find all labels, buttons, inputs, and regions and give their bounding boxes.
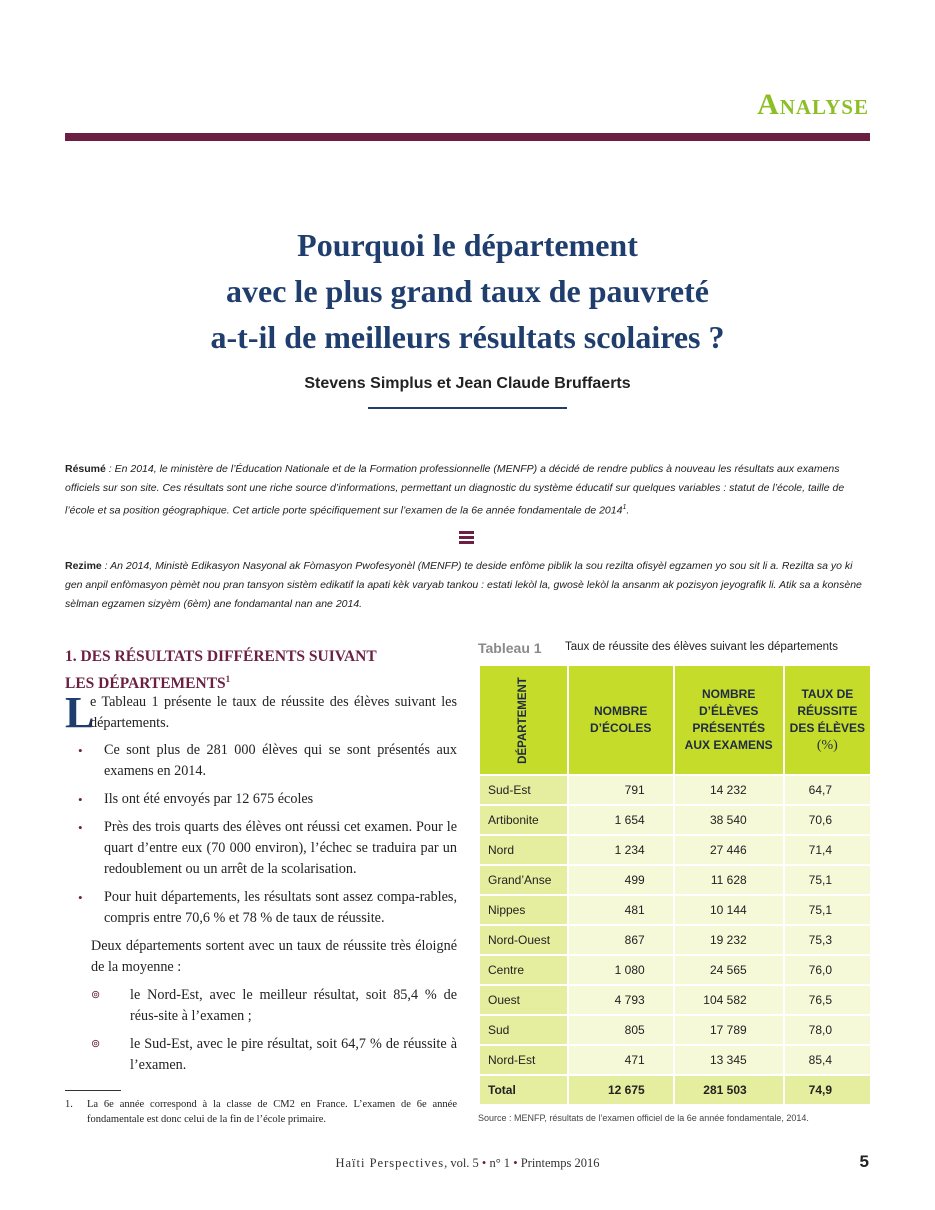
bullet-icon: • — [78, 792, 83, 807]
paragraph: Deux départements sortent avec un taux de réussite très éloigné de la moyenne : — [91, 938, 457, 975]
footnote-ref: 1 — [622, 504, 627, 511]
table-row: Sud-Est 791 14 232 64,7 — [479, 775, 871, 805]
table-caption: Taux de réussite des élèves suivant les départements — [565, 641, 838, 653]
footnote-ref: 1 — [225, 674, 231, 684]
column-header-students: NOMBRE D’ÉLÈVES PRÉSENTÉS AUX EXAMENS — [674, 665, 784, 775]
table-row: Ouest 4 793 104 582 76,5 — [479, 985, 871, 1015]
footnote-number: 1. — [65, 1099, 73, 1110]
page-number: 5 — [859, 1152, 869, 1171]
table-row: Centre 1 080 24 565 76,0 — [479, 955, 871, 985]
footnote — [65, 1097, 457, 1127]
title-line: Pourquoi le département — [297, 227, 638, 263]
section-rule — [65, 133, 870, 141]
results-table — [478, 664, 872, 1106]
separator-dot: • — [513, 1156, 518, 1170]
bullet-icon: • — [78, 743, 83, 758]
abstract-end: . — [626, 504, 630, 517]
list-item — [65, 1034, 457, 1076]
journal-name: Haïti Perspectives — [335, 1156, 445, 1170]
list-item — [65, 887, 457, 929]
heading-line: 1. DES RÉSULTATS DIFFÉRENTS SUIVANT — [65, 648, 377, 665]
column-header-rate: TAUX DE RÉUSSITE DES ÉLÈVES (%) — [784, 665, 871, 775]
list-item — [65, 817, 457, 880]
table-row: Nippes 481 10 144 75,1 — [479, 895, 871, 925]
list-item-text: Près des trois quarts des élèves ont réussi cet examen. Pour le quart d’entre eux (70 000 environ), l’échec se traduira par un redoublement ou un arrêt de la scolarisation. — [104, 819, 457, 877]
article-authors: Stevens Simplus et Jean Claude Bruffaerts — [304, 375, 631, 392]
table-row: Artibonite 1 654 38 540 70,6 — [479, 805, 871, 835]
table-row: Sud 805 17 789 78,0 — [479, 1015, 871, 1045]
journal-issue: n° 1 — [486, 1156, 514, 1170]
circle-bullet-icon: ⊚ — [91, 1038, 101, 1050]
section-label: Analyse — [757, 88, 869, 121]
list-item-text: le Nord-Est, avec le meilleur résultat, soit 85,4 % de réus-site à l’examen ; — [130, 987, 457, 1024]
footnote-rule — [65, 1090, 121, 1091]
abstract-creole — [65, 557, 870, 614]
list-item — [65, 985, 457, 1027]
article-title — [65, 222, 870, 360]
dropcap: L — [65, 688, 95, 737]
section-heading — [65, 646, 465, 695]
journal-volume: , vol. 5 — [444, 1156, 482, 1170]
column-header-department: DÉPARTEMENT — [479, 665, 568, 775]
table-total-row: Total 12 675 281 503 74,9 — [479, 1075, 871, 1105]
separator-dot: • — [481, 1156, 487, 1170]
list-item-text: Pour huit départements, les résultats sont assez compa-rables, compris entre 70,6 % et 78 % de taux de réussite. — [104, 889, 457, 926]
list-item-text: Ce sont plus de 281 000 élèves qui se sont présentés aux examens en 2014. — [104, 742, 457, 779]
list-item-text: le Sud-Est, avec le pire résultat, soit 64,7 % de réussite à l’examen. — [130, 1036, 457, 1073]
author-rule — [368, 407, 567, 409]
list-item — [65, 740, 457, 782]
circle-bullet-icon: ⊚ — [91, 989, 101, 1001]
journal-footer — [65, 1156, 870, 1171]
table-source: Source : MENFP, résultats de l’examen officiel de la 6e année fondamentale, 2014. — [478, 1113, 809, 1123]
footnote-text: La 6e année correspond à la classe de CM2 en France. L’examen de 6e année fondamentale est donc celui de la fin de l’école primaire. — [87, 1099, 457, 1125]
abstract-text: : En 2014, le ministère de l’Éducation Nationale et de la Formation professionnelle (MENFP) a décidé de rendre publics à nouveau les résultats aux examens officiels sur son site. Ces résultats sont une riche source d’informations, permettant un diagnostic du système éducatif sur quelques variables : statut de l’école, taille de l’école et sa position géographique. Cet article porte spécifiquement sur l’examen de la 6e année fondamentale de 2014 — [65, 463, 845, 517]
heading-line: LES DÉPARTEMENTS — [65, 675, 226, 693]
bullet-icon: • — [78, 890, 83, 905]
table-row: Nord-Ouest 867 19 232 75,3 — [479, 925, 871, 955]
list-item — [65, 789, 457, 810]
table-row: Nord-Est 471 13 345 85,4 — [479, 1045, 871, 1075]
table-row: Grand’Anse 499 11 628 75,1 — [479, 865, 871, 895]
abstract-french — [65, 460, 870, 521]
bullet-list — [65, 740, 457, 1076]
abstract-label: Résumé — [65, 463, 106, 475]
table-label: Tableau 1 — [478, 640, 542, 656]
table-row: Nord 1 234 27 446 71,4 — [479, 835, 871, 865]
journal-season: Printemps 2016 — [517, 1156, 600, 1170]
title-line: a-t-il de meilleurs résultats scolaires ? — [210, 319, 725, 355]
column-header-schools: NOMBRE D’ÉCOLES — [568, 665, 674, 775]
title-line: avec le plus grand taux de pauvreté — [226, 273, 709, 309]
abstract-label: Rezime — [65, 560, 102, 572]
abstract-text: : An 2014, Ministè Edikasyon Nasyonal ak Fòmasyon Pwofesyonèl (MENFP) te deside enfòme piblik la sou rezilta ofisyèl egzamen yo sou sit li a. Rezilta sa yo ki gen anpil enfòmasyon pèmèt nou pran tansyon sistèm edikatif la apati kèk varyab tankou : estati lekòl la, gwosè lekòl la ansanm ak pozisyon jeyografik li. Atik sa a konsène sèlman egzamen sizyèm (6èm) ane fondamantal nan ane 2014. — [65, 560, 862, 610]
list-item-text: Ils ont été envoyés par 12 675 écoles — [104, 791, 314, 807]
intro-paragraph: e Tableau 1 présente le taux de réussite des élèves suivant les départements. — [90, 694, 457, 731]
bullet-icon: • — [78, 820, 83, 835]
divider-menu-icon — [459, 531, 474, 545]
